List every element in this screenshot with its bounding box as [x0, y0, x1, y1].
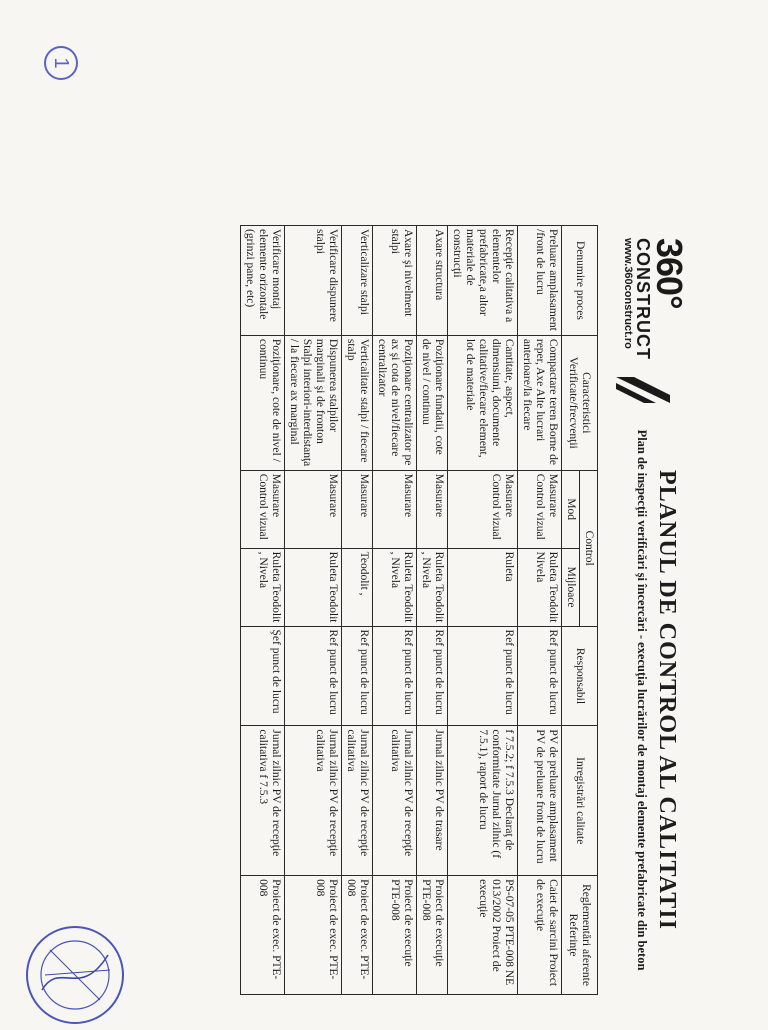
cell-responsible: Ref punct de lucru [285, 626, 342, 726]
logo-url: www.360construct.ro [622, 238, 634, 349]
cell-mode: Masurare [342, 470, 373, 548]
table-row [518, 226, 562, 995]
cell-characteristics: Compactare teren Borne de reper, Axe Alte lucrari anterioare/la fiecare [518, 335, 562, 470]
cell-process: Verticalizare stalpi [342, 226, 373, 336]
cell-characteristics: Poziţionare, cote de nivel / continuu [241, 335, 285, 470]
cell-regulations: Proiect de exec. PTE-008 [241, 876, 285, 995]
cell-regulations: Proiect de execuţie PTE-008 [373, 876, 417, 995]
cell-means: Ruleta Teodolit , Nivela [373, 548, 417, 626]
cell-records: Jurnal zilnic PV de recepţie calitativa f 7.5.3 [241, 726, 285, 876]
table-row [373, 226, 417, 995]
title-block [600, 400, 680, 1000]
cell-process: Verificare dispunere stalpi [285, 226, 342, 336]
table-row [417, 226, 448, 995]
table-row [241, 226, 285, 995]
cell-regulations: Proiect de exec. PTE-008 [342, 876, 373, 995]
table-body [241, 226, 562, 995]
cell-records: f 7.5.2; f 7.5.3 Declaraţ de conformitate Jurnal zilnic (f 7.5.1), raport de lucru [448, 726, 518, 876]
cell-regulations: Caiet de sarcini Proiect de execuţie [518, 876, 562, 995]
table-row [448, 226, 518, 995]
cell-mode: Masurare Control vizual [448, 470, 518, 548]
cell-characteristics: Verticalitate stalpi / fiecare stalp [342, 335, 373, 470]
table-row [342, 226, 373, 995]
cell-responsible: Ref punct de lucru [417, 626, 448, 726]
logo-name: CONSTRUCT [633, 238, 653, 360]
cell-characteristics: Cantitate, aspect, dimensiuni, documente calitative/fiecare element, lot de materiale [448, 335, 518, 470]
cell-means: Ruleta Teodolit Nivela [518, 548, 562, 626]
page-subtitle: Plan de inspecţii verificări şi încercări - execuţia lucrărilor de montaj elemente prefabricate din beton [635, 429, 649, 971]
control-plan-table-wrap [128, 225, 598, 995]
cell-records: Jurnal zilnic PV de recepţie calitativa [373, 726, 417, 876]
cell-responsible: Ref punct de lucru [373, 626, 417, 726]
header-regulations: Reglementări aferente Referinţe [562, 876, 598, 995]
cell-characteristics: Poziţionare centralizator pe ax şi cota de nivel/fiecare centralizator [373, 335, 417, 470]
cell-mode: Masurare [417, 470, 448, 548]
header-characteristics: Caracteristici Verificate/frecvenţii [562, 335, 598, 470]
cell-records: Jurnal zilnic PV de recepţie calitativa [285, 726, 342, 876]
cell-means: Ruleta Teodolit , Nivela [417, 548, 448, 626]
cell-process: Recepţie calitativa a elementelor prefabricate,a altor materiale de construcţii [448, 226, 518, 336]
cell-mode: Masurare Control vizual [241, 470, 285, 548]
page-title: PLANUL DE CONTROL AL CALITATII [654, 470, 680, 930]
table-row [285, 226, 342, 995]
logo-mark: 360° [649, 238, 690, 309]
header-means: Mijloace [562, 548, 580, 626]
page-marker: 1 [44, 46, 78, 80]
cell-characteristics: Dispunerea stalpilor marginali şi de fronton Stalpi interiori-interdistanţa / la fiecare ax marginal [285, 335, 342, 470]
header-records: Inregistrări calitate [562, 726, 598, 876]
company-stamp [20, 920, 130, 1030]
header-control: Control [580, 470, 598, 626]
cell-means: Ruleta Teodolit , Nivela [241, 548, 285, 626]
cell-mode: Masurare [373, 470, 417, 548]
header-process: Denumire proces [562, 226, 598, 336]
cell-means: Ruleta [448, 548, 518, 626]
cell-records: Jurnal zilnic PV de trasare [417, 726, 448, 876]
cell-responsible: Şef punct de lucru [241, 626, 285, 726]
cell-regulations: Proiect de execuţie PTE-008 [417, 876, 448, 995]
cell-means: Teodolit , [342, 548, 373, 626]
cell-mode: Masurare Control vizual [518, 470, 562, 548]
cell-process: Preluare amplasament /front de lucru [518, 226, 562, 336]
cell-regulations: Proiect de exec. PTE-008 [285, 876, 342, 995]
cell-responsible: Ref punct de lucru [342, 626, 373, 726]
header-responsible: Responsabil [562, 626, 598, 726]
cell-records: PV de preluare amplasament PV de preluare front de lucru [518, 726, 562, 876]
header-mode: Mod [562, 470, 580, 548]
cell-process: Axare structura [417, 226, 448, 336]
cell-records: Jurnal zilnic PV de recepţie calitativa [342, 726, 373, 876]
cell-characteristics: Poziţionare fundatii, cote de nivel / continuu [417, 335, 448, 470]
cell-responsible: Ref punct de lucru [448, 626, 518, 726]
cell-responsible: Ref punct de lucru [518, 626, 562, 726]
cell-regulations: PS-07-05 PTE-008 NE 013/2002 Proiect de execuţie [448, 876, 518, 995]
cell-means: Ruleta Teodolit [285, 548, 342, 626]
cell-mode: Masurare [285, 470, 342, 548]
cell-process: Verificare montaj elemente orizontale (grinzi pane, etc) [241, 226, 285, 336]
cell-process: Axare şi nivelment stalpi [373, 226, 417, 336]
control-plan-table [240, 225, 598, 995]
